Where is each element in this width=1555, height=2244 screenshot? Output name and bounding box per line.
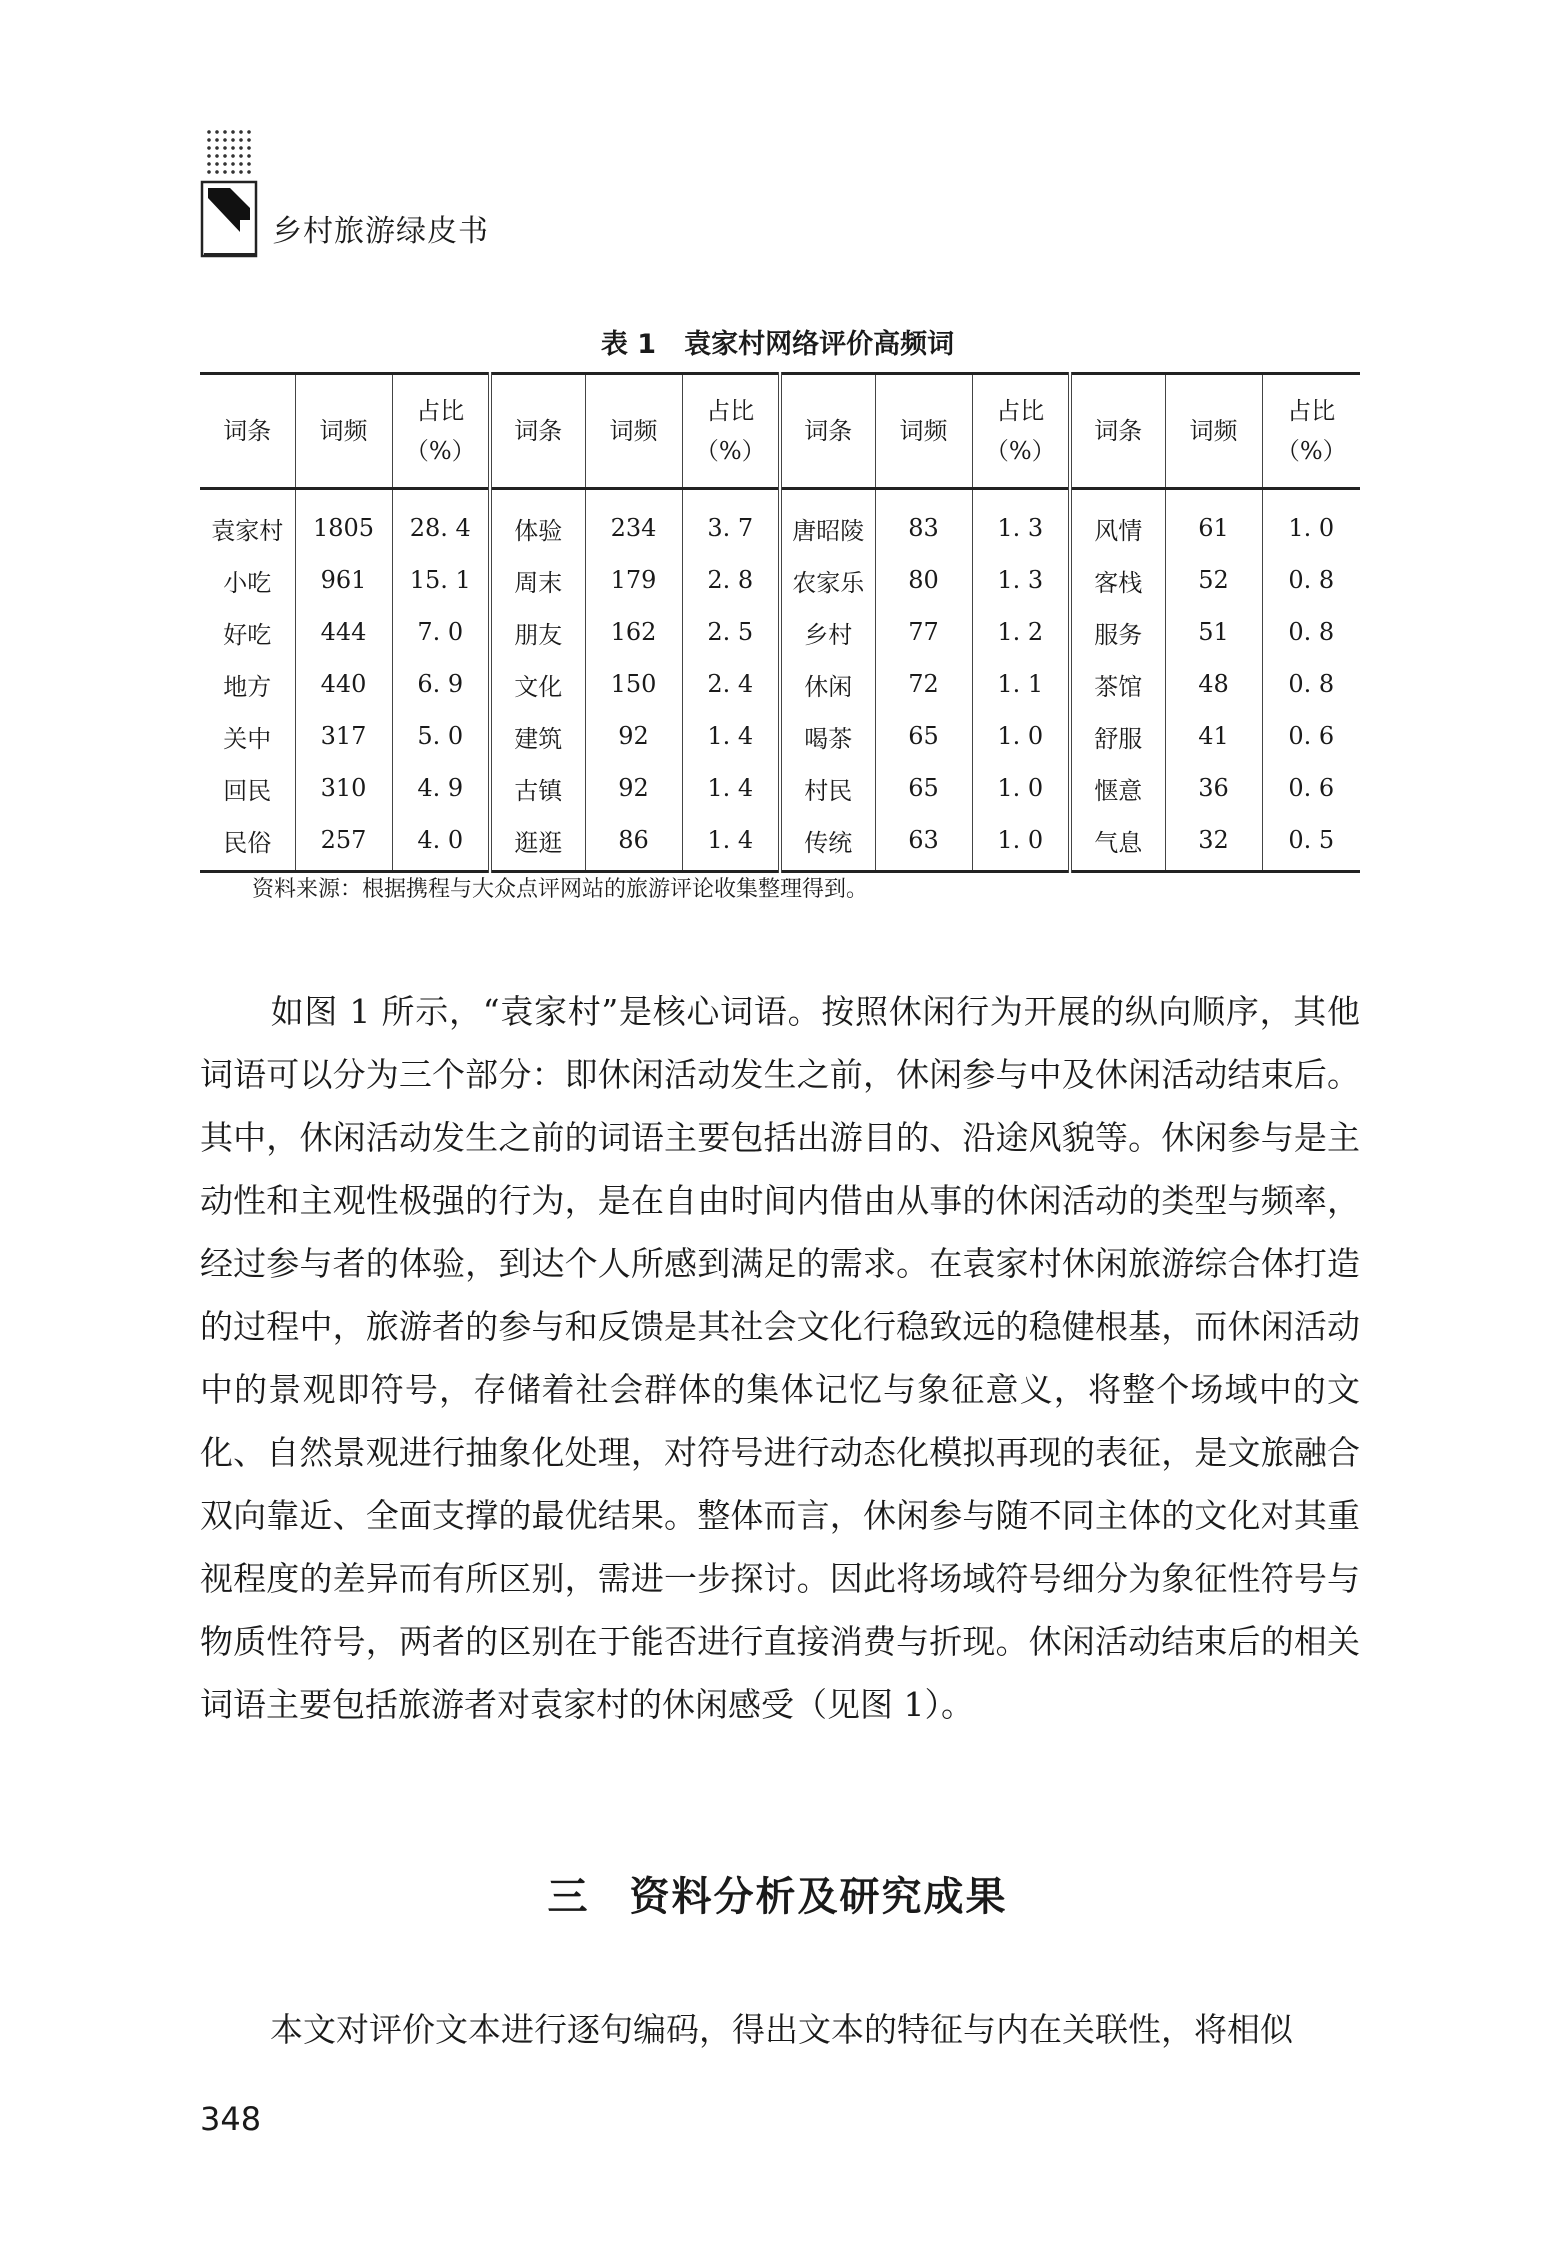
- table-cell: 51: [1165, 606, 1262, 658]
- table-cell: 农家乐: [780, 554, 875, 606]
- table-cell: 传统: [780, 814, 875, 872]
- table-row: [200, 606, 1360, 658]
- table-cell: 惬意: [1070, 762, 1165, 814]
- table-cell: 234: [585, 489, 682, 555]
- table-cell: 36: [1165, 762, 1262, 814]
- table-cell: 41: [1165, 710, 1262, 762]
- table-cell: 7. 0: [392, 606, 490, 658]
- frequency-table: [200, 372, 1360, 873]
- table-cell: 小吃: [200, 554, 295, 606]
- table-source-note: 资料来源：根据携程与大众点评网站的旅游评论收集整理得到。: [252, 877, 869, 902]
- table-cell: 茶馆: [1070, 658, 1165, 710]
- table-cell: 1805: [295, 489, 392, 555]
- table-cell: 61: [1165, 489, 1262, 555]
- table-cell: 1. 3: [972, 489, 1070, 555]
- table-body: [200, 489, 1360, 872]
- paragraph-text: 如图 1 所示，“袁家村”是核心词语。按照休闲行为开展的纵向顺序，其他词语可以分为三个部分：即休闲活动发生之前，休闲参与中及休闲活动结束后。其中，休闲活动发生之前的词语主要包括出游目的、沿途风貌等。休闲参与是主动性和主观性极强的行为，是在自由时间内借由从事的休闲活动的类型与频率，经过参与者的体验，到达个人所感到满足的需求。在袁家村休闲旅游综合体打造的过程中，旅游者的参与和反馈是其社会文化行稳致远的稳健根基，而休闲活动中的景观即符号，存储着社会群体的集体记忆与象征意义，将整个场域中的文化、自然景观进行抽象化处理，对符号进行动态化模拟再现的表征，是文旅融合双向靠近、全面支撑的最优结果。整体而言，休闲参与随不同主体的文化对其重视程度的差异而有所区别，需进一步探讨。因此将场域符号细分为象征性符号与物质性符号，两者的区别在于能否进行直接消费与折现。休闲活动结束后的相关词语主要包括旅游者对袁家村的休闲感受（见图 1）。: [200, 992, 1360, 1724]
- table-cell: 28. 4: [392, 489, 490, 555]
- table-cell: 2. 8: [682, 554, 780, 606]
- table-cell: 0. 5: [1262, 814, 1360, 872]
- table-cell: 80: [875, 554, 972, 606]
- table-cell: 0. 8: [1288, 566, 1335, 594]
- table-cell: 1. 4: [682, 762, 780, 814]
- column-header: 词条: [1070, 374, 1165, 489]
- table-cell: 77: [875, 606, 972, 658]
- table-cell: 乡村: [780, 606, 875, 658]
- table-cell: 162: [585, 606, 682, 658]
- table-cell: 休闲: [780, 658, 875, 710]
- table-cell: 气息: [1070, 814, 1165, 872]
- table-cell: 5. 0: [392, 710, 490, 762]
- column-header: 词频: [1165, 374, 1262, 489]
- table-row: [200, 762, 1360, 814]
- table-cell: 1. 2: [972, 606, 1070, 658]
- table-cell: 257: [295, 814, 392, 872]
- book-title: 乡村旅游绿皮书: [272, 214, 489, 249]
- table-cell: 65: [875, 710, 972, 762]
- table-cell: 52: [1165, 554, 1262, 606]
- body-paragraph: [200, 1998, 1360, 2061]
- section-title: 资料分析及研究成果: [629, 1873, 1008, 1920]
- table-cell: 1. 0: [972, 762, 1070, 814]
- column-header: 词条: [490, 374, 585, 489]
- book-corner-icon: [200, 180, 258, 258]
- table-cell: 1. 4: [682, 814, 780, 872]
- table-cell: 92: [585, 762, 682, 814]
- table-row: [200, 710, 1360, 762]
- section-number: 三: [547, 1873, 590, 1920]
- table-row: [200, 814, 1360, 872]
- table-cell: 444: [295, 606, 392, 658]
- table-row: [200, 489, 1360, 555]
- table-cell: 65: [875, 762, 972, 814]
- table-cell: 客栈: [1070, 554, 1165, 606]
- section-heading: [0, 1865, 1555, 1922]
- table-cell: 63: [875, 814, 972, 872]
- table-cell: 48: [1165, 658, 1262, 710]
- paragraph-text: 本文对评价文本进行逐句编码，得出文本的特征与内在关联性，将相似: [270, 2010, 1293, 2049]
- table-cell: 风情: [1070, 489, 1165, 555]
- table-cell: 好吃: [200, 606, 295, 658]
- table-cell: 服务: [1070, 606, 1165, 658]
- table-row: [200, 658, 1360, 710]
- table-cell: 1. 0: [972, 814, 1070, 872]
- table-cell: 村民: [780, 762, 875, 814]
- table-cell: 袁家村: [200, 489, 295, 555]
- table-label: 表 1: [600, 329, 657, 360]
- table-cell: 6. 9: [392, 658, 490, 710]
- table-cell: 72: [875, 658, 972, 710]
- table-cell: 961: [295, 554, 392, 606]
- table-cell: 朋友: [490, 606, 585, 658]
- table-cell: 1. 1: [972, 658, 1070, 710]
- table-row: [200, 554, 1360, 606]
- table-cell: 逛逛: [490, 814, 585, 872]
- table-cell: 1. 4: [682, 710, 780, 762]
- table-cell: 0. 8: [1288, 670, 1335, 698]
- table-cell: 440: [295, 658, 392, 710]
- table-cell: 3. 7: [682, 489, 780, 555]
- table-title: 袁家村网络评价高频词: [684, 329, 955, 360]
- table-cell: 317: [295, 710, 392, 762]
- column-header: 占比 （%）: [392, 374, 490, 489]
- table-cell: 150: [585, 658, 682, 710]
- table-cell: 舒服: [1070, 710, 1165, 762]
- table-cell: 建筑: [490, 710, 585, 762]
- table-cell: 古镇: [490, 762, 585, 814]
- table-caption: [0, 322, 1555, 361]
- table-cell: 2. 5: [682, 606, 780, 658]
- table-cell: 1. 3: [972, 554, 1070, 606]
- table-cell: 2. 4: [682, 658, 780, 710]
- table-cell: 83: [875, 489, 972, 555]
- table-cell: 179: [585, 554, 682, 606]
- column-header: 占比 （%）: [1262, 374, 1360, 489]
- table-cell: 关中: [200, 710, 295, 762]
- column-header: 词条: [200, 374, 295, 489]
- table-cell: 周末: [490, 554, 585, 606]
- table-cell: 体验: [490, 489, 585, 555]
- table-cell: 回民: [200, 762, 295, 814]
- body-paragraph: [200, 980, 1360, 1736]
- table-cell: 1. 0: [1288, 514, 1335, 542]
- table-cell: 310: [295, 762, 392, 814]
- table-cell: 4. 0: [392, 814, 490, 872]
- table-cell: 地方: [200, 658, 295, 710]
- table-cell: 4. 9: [392, 762, 490, 814]
- column-header: 词条: [780, 374, 875, 489]
- table-cell: 15. 1: [392, 554, 490, 606]
- column-header: 占比 （%）: [682, 374, 780, 489]
- table-cell: 唐昭陵: [780, 489, 875, 555]
- table-cell: 32: [1165, 814, 1262, 872]
- table-cell: 喝茶: [780, 710, 875, 762]
- column-header: 词频: [295, 374, 392, 489]
- table-cell: 86: [585, 814, 682, 872]
- page-number: 348: [200, 2100, 262, 2138]
- header-dot-pattern: [205, 128, 253, 176]
- table-cell: 0. 6: [1288, 774, 1335, 802]
- table-cell: 民俗: [200, 814, 295, 872]
- table-cell: 92: [585, 710, 682, 762]
- table-header-row: [200, 374, 1360, 489]
- column-header: 词频: [875, 374, 972, 489]
- table-cell: 0. 6: [1288, 722, 1335, 750]
- table-cell: 0. 8: [1288, 618, 1335, 646]
- column-header: 词频: [585, 374, 682, 489]
- table-cell: 文化: [490, 658, 585, 710]
- table-cell: 1. 0: [972, 710, 1070, 762]
- column-header: 占比 （%）: [972, 374, 1070, 489]
